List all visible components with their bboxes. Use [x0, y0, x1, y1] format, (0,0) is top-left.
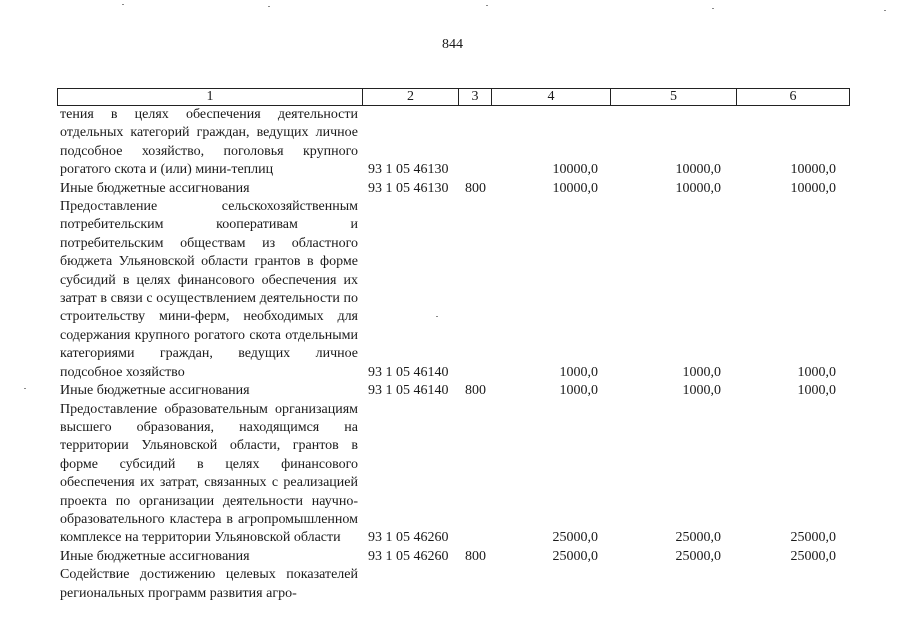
column-header-6: 6 — [737, 89, 850, 106]
column-header-5: 5 — [611, 89, 737, 106]
row-code: 93 1 05 46130 — [368, 180, 449, 196]
scan-speck — [712, 8, 714, 9]
column-header-table — [57, 88, 850, 106]
column-header-4: 4 — [492, 89, 611, 106]
column-header-row — [58, 89, 850, 106]
row-expense-type: 800 — [465, 548, 486, 564]
row-description: Предоставление сельскохозяйственным потребительским кооперативам и потребительским обществам из областного бюджета Ульяновской области грантов в форме субсидий в целях финансового обеспечения их затрат в связи с осуществлением деятельности по строительству мини-ферм, необходимых для содержания крупного рогатого скота отдельными категориями граждан, ведущих личное подсобное хозяйство — [60, 199, 358, 380]
row-amount-col5: 1000,0 — [682, 364, 721, 380]
row-amount-col4: 10000,0 — [552, 180, 598, 196]
row-code: 93 1 05 46140 — [368, 364, 449, 380]
row-amount-col6: 1000,0 — [797, 383, 836, 399]
budget-row — [60, 198, 850, 382]
row-amount-col6: 25000,0 — [790, 530, 836, 546]
row-amount-col4: 25000,0 — [552, 530, 598, 546]
row-amount-col6: 1000,0 — [797, 364, 836, 380]
row-description: Иные бюджетные ассигнования — [60, 383, 250, 399]
scan-speck — [884, 10, 886, 11]
scan-speck — [24, 388, 26, 389]
row-amount-col6: 10000,0 — [790, 162, 836, 178]
row-amount-col6: 10000,0 — [790, 180, 836, 196]
row-amount-col6: 25000,0 — [790, 548, 836, 564]
page-number: 844 — [442, 37, 463, 52]
row-amount-col5: 1000,0 — [682, 383, 721, 399]
scan-speck — [122, 4, 124, 5]
row-description: Предоставление образовательным организациям высшего образования, находящимся на территории Ульяновской области, грантов в форме субсидий в целях финансового обеспечения их затрат, связанных с реализацией проекта по организации деятельности научно-образовательного кластера в агропромышленном комплексе на территории Ульяновской области — [60, 401, 358, 546]
row-description: Иные бюджетные ассигнования — [60, 180, 250, 196]
scan-speck — [486, 5, 488, 6]
row-amount-col5: 10000,0 — [675, 180, 721, 196]
column-header-3: 3 — [459, 89, 492, 106]
row-amount-col5: 25000,0 — [675, 548, 721, 564]
budget-row — [60, 566, 850, 603]
budget-row — [60, 401, 850, 548]
row-amount-col5: 10000,0 — [675, 162, 721, 178]
row-code: 93 1 05 46140 — [368, 383, 449, 399]
scan-speck — [268, 6, 270, 7]
budget-row — [60, 382, 850, 400]
row-description: тения в целях обеспечения деятельности отдельных категорий граждан, ведущих личное подсобное хозяйство, поголовья крупного рогатого скота и (или) мини-теплиц — [60, 107, 358, 178]
column-header-2: 2 — [363, 89, 459, 106]
row-amount-col4: 1000,0 — [559, 364, 598, 380]
row-code: 93 1 05 46260 — [368, 548, 449, 564]
row-code: 93 1 05 46130 — [368, 162, 449, 178]
budget-row — [60, 180, 850, 198]
column-header-1: 1 — [58, 89, 363, 106]
row-amount-col4: 25000,0 — [552, 548, 598, 564]
scan-speck — [436, 316, 438, 317]
row-code: 93 1 05 46260 — [368, 530, 449, 546]
row-expense-type: 800 — [465, 383, 486, 399]
budget-rows — [60, 106, 850, 603]
budget-row — [60, 548, 850, 566]
row-amount-col4: 10000,0 — [552, 162, 598, 178]
row-description: Содействие достижению целевых показателей региональных программ развития агро- — [60, 567, 358, 601]
row-amount-col4: 1000,0 — [559, 383, 598, 399]
budget-row — [60, 106, 850, 180]
row-description: Иные бюджетные ассигнования — [60, 548, 250, 564]
row-amount-col5: 25000,0 — [675, 530, 721, 546]
row-expense-type: 800 — [465, 180, 486, 196]
